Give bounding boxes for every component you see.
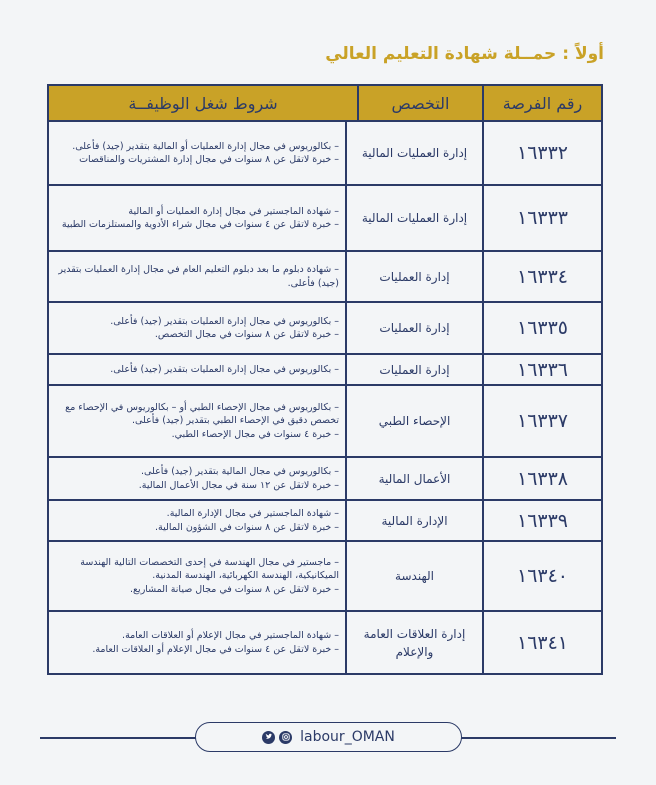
opportunity-number: ١٦٣٣٢ xyxy=(516,142,569,164)
table-row xyxy=(49,501,601,542)
table-row xyxy=(49,542,601,612)
table-row xyxy=(49,122,601,186)
header-conditions: شروط شغل الوظيفــة xyxy=(49,86,359,120)
opportunity-number: ١٦٣٣٦ xyxy=(516,358,569,381)
header-specialization: التخصص xyxy=(359,86,484,120)
condition-item: – خبرة ٤ سنوات في مجال الإحصاء الطبي. xyxy=(171,428,339,440)
social-handle-pill[interactable] xyxy=(195,722,462,752)
specialization: الأعمال المالية xyxy=(347,458,484,499)
opportunity-number: ١٦٣٤٠ xyxy=(516,565,569,587)
specialization: الهندسة xyxy=(347,542,484,610)
condition-item: – شهادة دبلوم ما بعد دبلوم التعليم العام في مجال إدارة العمليات بتقدير (جيد) فأعلى. xyxy=(58,264,339,289)
table-row xyxy=(49,186,601,252)
conditions xyxy=(49,501,347,540)
conditions xyxy=(49,252,347,301)
condition-item: – خبرة لاتقل عن ١٢ سنة في مجال الأعمال المالية. xyxy=(138,479,339,491)
condition-item: – بكالوريوس في مجال إدارة العمليات بتقدير (جيد) فأعلى. xyxy=(110,315,339,327)
header-number: رقم الفرصة xyxy=(502,93,583,113)
condition-item: – بكالوريوس في مجال الإحصاء الطبي أو – بكالوريوس في الإحصاء مع تخصص دقيق في الإحصاء الطبي بتقدير (جيد) فأعلى. xyxy=(65,401,339,427)
opportunity-number: ١٦٣٣٤ xyxy=(516,265,569,288)
opportunity-number: ١٦٣٣٩ xyxy=(516,509,569,532)
condition-item: – بكالوريوس في مجال إدارة العمليات بتقدير (جيد) فأعلى. xyxy=(110,363,339,375)
condition-item: – بكالوريوس في مجال المالية بتقدير (جيد) فأعلى. xyxy=(141,466,339,477)
specialization: إدارة العمليات xyxy=(347,252,484,301)
condition-item: – شهادة الماجستير في مجال إدارة العمليات أو المالية xyxy=(128,205,339,217)
conditions xyxy=(49,458,347,499)
specialization: إدارة العمليات المالية xyxy=(347,186,484,250)
job-table xyxy=(47,84,603,675)
table-row xyxy=(49,252,601,303)
conditions xyxy=(49,186,347,250)
table-row xyxy=(49,303,601,355)
specialization: إدارة العمليات xyxy=(347,355,484,384)
conditions xyxy=(49,386,347,456)
table-row xyxy=(49,458,601,501)
section-title: أولاً : حمــلة شهادة التعليم العالي xyxy=(325,44,604,64)
conditions xyxy=(49,355,347,384)
condition-item: – خبرة لاتقل عن ٨ سنوات في مجال التخصص. xyxy=(154,329,339,340)
conditions xyxy=(49,612,347,673)
condition-item: – خبرة لاتقل عن ٤ سنوات في مجال شراء الأدوية والمستلزمات الطبية xyxy=(61,219,339,230)
table-row xyxy=(49,386,601,458)
opportunity-number: ١٦٣٣٨ xyxy=(516,467,569,490)
specialization: إدارة العلاقات العامة والإعلام xyxy=(347,612,484,673)
twitter-icon[interactable] xyxy=(262,731,275,744)
condition-item: – ماجستير في مجال الهندسة في إحدى التخصصات التالية الهندسة الميكانيكية، الهندسة الكهربائية، الهندسة المدنية. xyxy=(80,556,339,582)
opportunity-number: ١٦٣٣٥ xyxy=(516,317,569,339)
footer xyxy=(40,722,616,752)
specialization: إدارة العمليات المالية xyxy=(347,122,484,184)
table-body xyxy=(49,122,601,673)
opportunity-number: ١٦٣٤١ xyxy=(516,631,569,654)
specialization: الإدارة المالية xyxy=(347,501,484,540)
table-header xyxy=(49,86,601,122)
condition-item: – خبرة لاتقل عن ٤ سنوات في مجال الإعلام أو العلاقات العامة. xyxy=(92,643,339,655)
condition-item: – بكالوريوس في مجال إدارة العمليات أو المالية بتقدير (جيد) فأعلى. xyxy=(72,140,339,152)
condition-item: – خبرة لاتقل عن ٨ سنوات في مجال إدارة المشتريات والمناقصات xyxy=(79,154,339,165)
table-row xyxy=(49,355,601,386)
conditions xyxy=(49,303,347,353)
instagram-icon[interactable] xyxy=(279,731,292,744)
specialization: الإحصاء الطبي xyxy=(347,386,484,456)
condition-item: – خبرة لاتقل عن ٨ سنوات في الشؤون المالية. xyxy=(155,521,339,533)
social-handle[interactable]: labour_OMAN xyxy=(300,729,395,745)
opportunity-number: ١٦٣٣٧ xyxy=(516,410,569,432)
condition-item: – خبرة لاتقل عن ٨ سنوات في مجال صيانة المشاريع. xyxy=(129,583,339,595)
condition-item: – شهادة الماجستير في مجال الإعلام أو العلاقات العامة. xyxy=(122,630,339,641)
table-row xyxy=(49,612,601,673)
condition-item: – شهادة الماجستير في مجال الإدارة المالية. xyxy=(166,508,339,519)
conditions xyxy=(49,122,347,184)
opportunity-number: ١٦٣٣٣ xyxy=(516,207,569,229)
conditions xyxy=(49,542,347,610)
specialization: إدارة العمليات xyxy=(347,303,484,353)
